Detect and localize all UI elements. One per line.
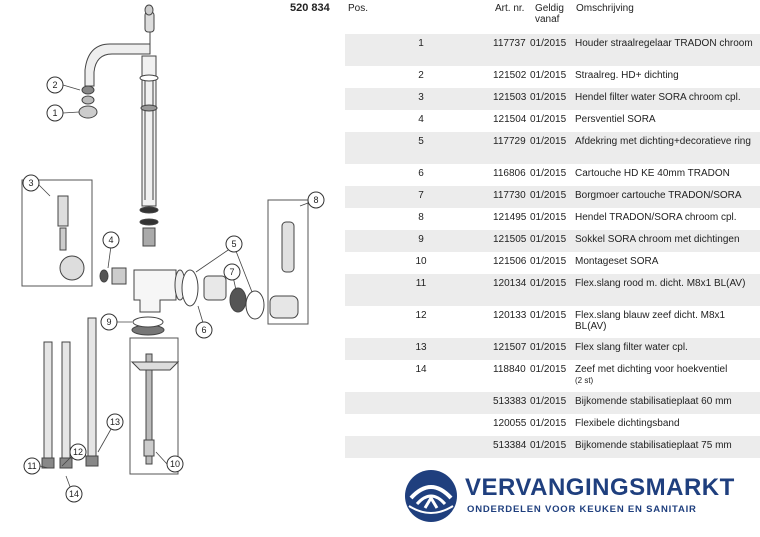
parts-table-header	[345, 0, 760, 34]
art-nr-cell: 513384	[493, 440, 527, 451]
pos-cell: 9	[418, 234, 424, 245]
pos-cell: 7	[418, 190, 424, 201]
pos-cell: 1	[418, 38, 424, 49]
pos-cell: 6	[418, 168, 424, 179]
geldig-cell: 01/2015	[530, 364, 567, 375]
callout-label: 12	[72, 447, 84, 457]
callout-label: 6	[201, 325, 207, 335]
table-row	[345, 360, 760, 392]
callout-label: 4	[108, 235, 114, 245]
geldig-cell: 01/2015	[530, 342, 567, 353]
header-geldig: Geldig vanaf	[535, 3, 564, 25]
callout-label: 13	[109, 417, 121, 427]
table-row	[345, 186, 760, 208]
header-pos: Pos.	[348, 3, 369, 14]
pos-cell: 4	[418, 114, 424, 125]
pos-cell: 8	[418, 212, 424, 223]
art-nr-cell: 117730	[493, 190, 526, 201]
pos-cell: 2	[418, 70, 424, 81]
art-nr-cell: 120134	[493, 278, 527, 289]
description-note: (2 st)	[575, 376, 594, 385]
art-nr-cell: 117729	[493, 136, 526, 147]
description-cell: Bijkomende stabilisatieplaat 60 mm	[575, 396, 732, 407]
description-cell: Houder straalregelaar TRADON chroom	[575, 38, 753, 49]
table-row	[345, 392, 760, 414]
header-art-nr: Art. nr.	[495, 3, 525, 14]
geldig-cell: 01/2015	[530, 212, 567, 223]
pos-cell: 10	[415, 256, 427, 267]
table-row	[345, 252, 760, 274]
logo-brand: VERVANGINGSMARKT	[465, 474, 735, 501]
pos-cell: 3	[418, 92, 424, 103]
geldig-cell: 01/2015	[530, 278, 567, 289]
art-nr-cell: 117737	[493, 38, 526, 49]
geldig-cell: 01/2015	[530, 310, 567, 321]
description-cell: Cartouche HD KE 40mm TRADON	[575, 168, 730, 179]
description-cell: Afdekring met dichting+decoratieve ring	[575, 136, 751, 147]
art-nr-cell: 120055	[493, 418, 527, 429]
art-nr-cell: 121505	[493, 234, 527, 245]
pos-cell: 11	[415, 278, 427, 289]
description-cell: Flexibele dichtingsband	[575, 418, 680, 429]
faucet-diagram-drawing	[0, 0, 345, 532]
art-nr-cell: 121506	[493, 256, 527, 267]
exploded-parts-diagram	[0, 0, 345, 532]
table-row	[345, 110, 760, 132]
callout-label: 10	[169, 459, 181, 469]
art-nr-cell: 513383	[493, 396, 527, 407]
geldig-cell: 01/2015	[530, 396, 567, 407]
table-row	[345, 306, 760, 338]
table-row	[345, 338, 760, 360]
description-cell: Flex slang filter water cpl.	[575, 342, 688, 353]
table-row	[345, 208, 760, 230]
parts-table	[345, 0, 760, 460]
geldig-cell: 01/2015	[530, 256, 567, 267]
table-row	[345, 436, 760, 458]
callout-label: 7	[229, 267, 235, 277]
description-cell: Borgmoer cartouche TRADON/SORA	[575, 190, 742, 201]
description-cell: Hendel filter water SORA chroom cpl.	[575, 92, 741, 103]
callout-label: 3	[28, 178, 34, 188]
art-nr-cell: 118840	[493, 364, 526, 375]
description-cell: Straalreg. HD+ dichting	[575, 70, 679, 81]
geldig-cell: 01/2015	[530, 190, 567, 201]
geldig-cell: 01/2015	[530, 234, 567, 245]
art-nr-cell: 121504	[493, 114, 527, 125]
callout-label: 11	[27, 461, 37, 471]
table-row	[345, 414, 760, 436]
geldig-cell: 01/2015	[530, 418, 567, 429]
description-cell: Persventiel SORA	[575, 114, 656, 125]
pos-cell: 5	[418, 136, 424, 147]
table-row	[345, 34, 760, 66]
table-row	[345, 66, 760, 88]
art-nr-cell: 116806	[493, 168, 526, 179]
parts-table-body	[345, 34, 760, 458]
description-cell: Flex.slang rood m. dicht. M8x1 BL(AV)	[575, 278, 746, 289]
callout-label: 5	[231, 239, 237, 249]
art-nr-cell: 121503	[493, 92, 527, 103]
art-nr-cell: 121495	[493, 212, 527, 223]
geldig-cell: 01/2015	[530, 440, 567, 451]
callout-label: 8	[313, 195, 319, 205]
geldig-cell: 01/2015	[530, 92, 567, 103]
geldig-cell: 01/2015	[530, 70, 567, 81]
geldig-cell: 01/2015	[530, 38, 567, 49]
vervangingsmarkt-logo	[403, 466, 735, 526]
logo-tagline: ONDERDELEN VOOR KEUKEN EN SANITAIR	[467, 504, 697, 515]
callout-label: 14	[68, 489, 80, 499]
description-cell: Hendel TRADON/SORA chroom cpl.	[575, 212, 737, 223]
header-omschrijving: Omschrijving	[576, 3, 634, 14]
globe-logo-icon	[403, 468, 459, 524]
art-nr-cell: 120133	[493, 310, 527, 321]
table-row	[345, 132, 760, 164]
callout-label: 1	[52, 108, 58, 118]
description-cell: Flex.slang blauw zeef dicht. M8x1 BL(AV)	[575, 310, 726, 332]
table-row	[345, 230, 760, 252]
pos-cell: 12	[415, 310, 427, 321]
table-row	[345, 164, 760, 186]
geldig-cell: 01/2015	[530, 136, 567, 147]
diagram-code: 520 834	[290, 2, 330, 14]
art-nr-cell: 121502	[493, 70, 527, 81]
description-cell: Zeef met dichting voor hoekventiel	[575, 364, 728, 375]
pos-cell: 13	[415, 342, 427, 353]
description-cell: Bijkomende stabilisatieplaat 75 mm	[575, 440, 732, 451]
callout-label: 2	[52, 80, 58, 90]
geldig-cell: 01/2015	[530, 168, 567, 179]
table-row	[345, 274, 760, 306]
table-row	[345, 88, 760, 110]
description-cell: Montageset SORA	[575, 256, 659, 267]
art-nr-cell: 121507	[493, 342, 527, 353]
callout-label: 9	[106, 317, 112, 327]
description-cell: Sokkel SORA chroom met dichtingen	[575, 234, 740, 245]
geldig-cell: 01/2015	[530, 114, 567, 125]
pos-cell: 14	[415, 364, 427, 375]
